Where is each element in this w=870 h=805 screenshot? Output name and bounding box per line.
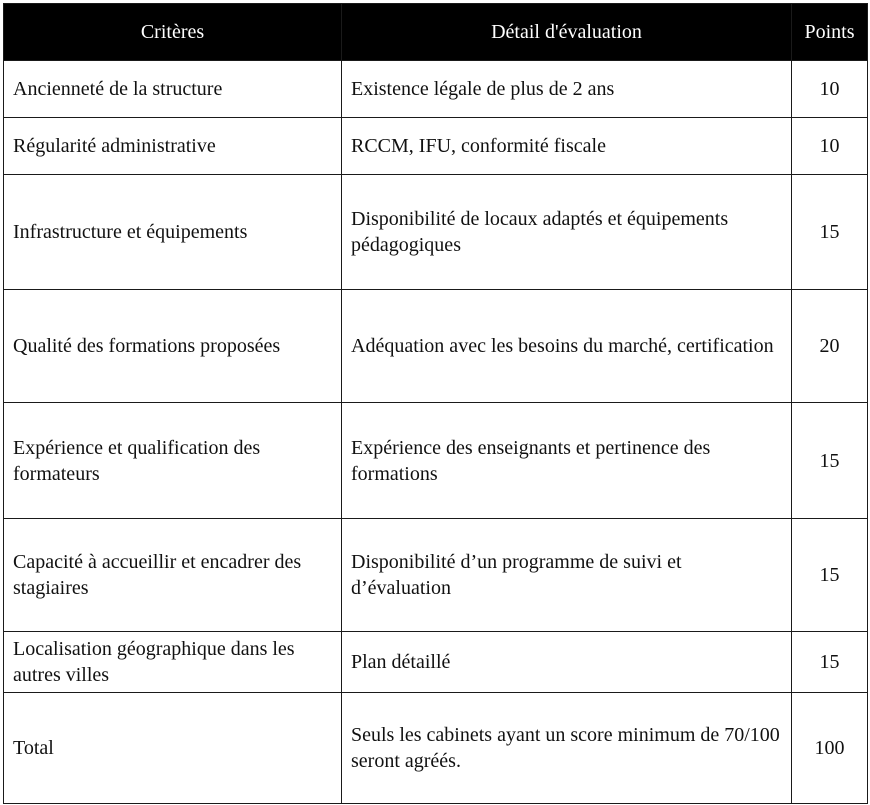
detail-cell: RCCM, IFU, conformité fiscale (342, 118, 792, 175)
evaluation-criteria-table (3, 3, 868, 804)
table-row (4, 632, 868, 693)
points-cell: 15 (792, 175, 868, 290)
points-cell: 10 (792, 61, 868, 118)
total-note-cell: Seuls les cabinets ayant un score minimum de 70/100 seront agréés. (342, 693, 792, 804)
header-row (4, 4, 868, 61)
total-row (4, 693, 868, 804)
detail-cell: Expérience des enseignants et pertinence des formations (342, 403, 792, 519)
detail-cell: Plan détaillé (342, 632, 792, 693)
detail-cell: Adéquation avec les besoins du marché, certification (342, 290, 792, 403)
table-row (4, 61, 868, 118)
table-row (4, 175, 868, 290)
critere-cell: Qualité des formations proposées (4, 290, 342, 403)
points-cell: 15 (792, 403, 868, 519)
critere-cell: Infrastructure et équipements (4, 175, 342, 290)
critere-cell: Localisation géographique dans les autres villes (4, 632, 342, 693)
critere-cell: Régularité administrative (4, 118, 342, 175)
total-points-cell: 100 (792, 693, 868, 804)
detail-cell: Existence légale de plus de 2 ans (342, 61, 792, 118)
points-cell: 20 (792, 290, 868, 403)
points-cell: 10 (792, 118, 868, 175)
header-points: Points (792, 4, 868, 61)
points-cell: 15 (792, 519, 868, 632)
critere-cell: Capacité à accueillir et encadrer des stagiaires (4, 519, 342, 632)
header-criteres: Critères (4, 4, 342, 61)
critere-cell: Expérience et qualification des formateurs (4, 403, 342, 519)
table-row (4, 118, 868, 175)
detail-cell: Disponibilité d’un programme de suivi et d’évaluation (342, 519, 792, 632)
total-label-cell: Total (4, 693, 342, 804)
detail-cell: Disponibilité de locaux adaptés et équipements pédagogiques (342, 175, 792, 290)
header-detail: Détail d'évaluation (342, 4, 792, 61)
points-cell: 15 (792, 632, 868, 693)
table-row (4, 290, 868, 403)
critere-cell: Ancienneté de la structure (4, 61, 342, 118)
table-row (4, 403, 868, 519)
table-row (4, 519, 868, 632)
